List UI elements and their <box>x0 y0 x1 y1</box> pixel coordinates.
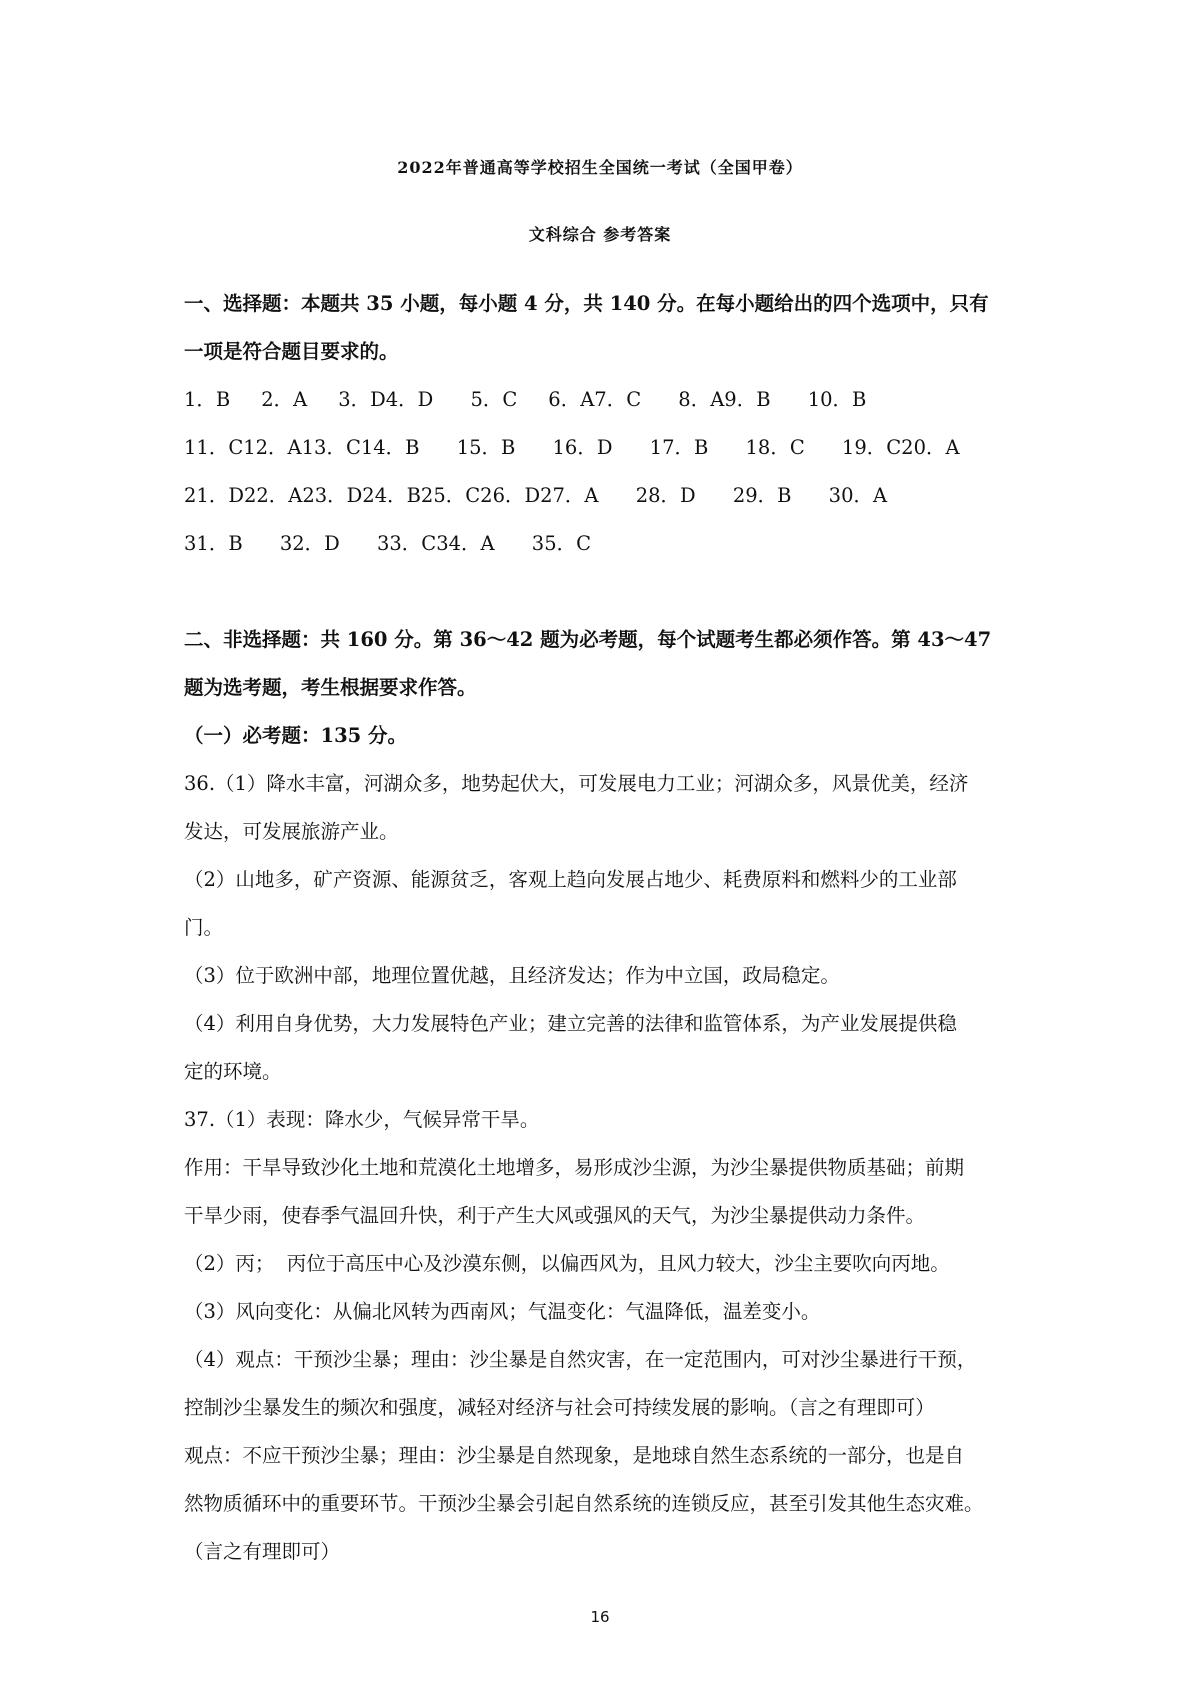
answer-row: 1．B 2．A 3．D4．D 5．C 6．A7．C 8．A9．B 10．B <box>184 388 867 411</box>
answer-text-line: 37.（1）表现：降水少，气候异常干旱。 <box>184 1108 540 1131</box>
required-questions-heading: （一）必考题：135 分。 <box>184 724 407 747</box>
answer-text-line: （4）观点：干预沙尘暴；理由：沙尘暴是自然灾害，在一定范围内，可对沙尘暴进行干预， <box>184 1348 977 1371</box>
answer-text-line: （3）风向变化：从偏北风转为西南风；气温变化：气温降低，温差变小。 <box>184 1300 821 1323</box>
section-spacer <box>184 568 1024 616</box>
answer-text-line: 36.（1）降水丰富，河湖众多，地势起伏大，可发展电力工业；河湖众多，风景优美，经济 <box>184 772 969 795</box>
answer-text-line: 作用：干旱导致沙化土地和荒漠化土地增多，易形成沙尘源，为沙尘暴提供物质基础；前期 <box>184 1156 965 1179</box>
answer-row: 11．C12．A13．C14．B 15．B 16．D 17．B 18．C 19．C20．A <box>184 436 960 459</box>
answer-content <box>184 280 1024 1576</box>
section2-heading-line1: 二、非选择题：共 160 分。第 36～42 题为必考题，每个试题考生都必须作答。第 43～47 <box>184 628 992 651</box>
section1-heading-line1: 一、选择题：本题共 35 小题，每小题 4 分，共 140 分。在每小题给出的四个选项中，只有 <box>184 292 989 315</box>
answer-text-line: （2）丙； 丙位于高压中心及沙漠东侧，以偏西风为，且风力较大，沙尘主要吹向丙地。 <box>184 1252 950 1275</box>
section1-heading-line2: 一项是符合题目要求的。 <box>184 340 399 363</box>
answer-text-line: （2）山地多，矿产资源、能源贫乏，客观上趋向发展占地少、耗费原料和燃料少的工业部 <box>184 868 957 891</box>
answer-text-line: 观点：不应干预沙尘暴；理由：沙尘暴是自然现象，是地球自然生态系统的一部分，也是自 <box>184 1444 965 1467</box>
answer-text-line: 发达，可发展旅游产业。 <box>184 820 399 843</box>
section2-heading-line2: 题为选考题，考生根据要求作答。 <box>184 676 477 699</box>
answer-text-line: （4）利用自身优势，大力发展特色产业；建立完善的法律和监管体系，为产业发展提供稳 <box>184 1012 957 1035</box>
answer-text-line: （言之有理即可） <box>184 1540 341 1563</box>
answer-row: 21．D22．A23．D24．B25．C26．D27．A 28．D 29．B 30．A <box>184 484 888 507</box>
answer-text-line: 然物质循环中的重要环节。干预沙尘暴会引起自然系统的连锁反应，甚至引发其他生态灾难。 <box>184 1492 984 1515</box>
answer-text-line: 控制沙尘暴发生的频次和强度，减轻对经济与社会可持续发展的影响。（言之有理即可） <box>184 1396 935 1419</box>
answer-text-line: 定的环境。 <box>184 1060 282 1083</box>
answer-text-line: 干旱少雨，使春季气温回升快，利于产生大风或强风的天气，为沙尘暴提供动力条件。 <box>184 1204 926 1227</box>
answer-text-line: （3）位于欧洲中部，地理位置优越，且经济发达；作为中立国，政局稳定。 <box>184 964 840 987</box>
page-number: 16 <box>590 1608 610 1626</box>
answer-text-line: 门。 <box>184 916 224 939</box>
answer-row: 31．B 32．D 33．C34．A 35．C <box>184 532 592 555</box>
page-title: 2022年普通高等学校招生全国统一考试（全国甲卷） <box>397 158 803 177</box>
page-subtitle: 文科综合 参考答案 <box>528 225 672 244</box>
